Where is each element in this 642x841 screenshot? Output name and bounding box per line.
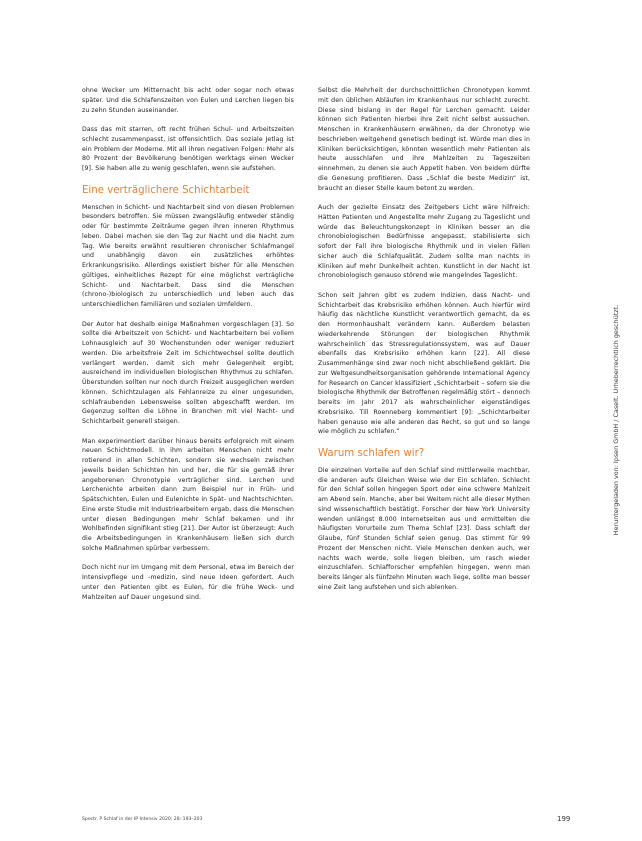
paragraph: Schon seit Jahren gibt es zudem Indizien, dass Nacht- und Schichtarbeit das Krebsrisiko erhöhen können. Auch hierfür wird häufig das nächtliche Kunstlicht verantwortlich gemacht, da es den Hormonhaushalt verändern kann. Außerdem belasten wiederkehrende Störungen der biologischen Rhythmik wahrscheinlich das Stressregulationssystem, was auf Dauer ebenfalls das Krebsrisiko erhöhen kann [22]. All diese Zusammenhänge sind zwar noch nicht abschließend geklärt. Die zur Weltgesundheitsorganisation gehörende International Agency for Research on Cancer klassifiziert „Schichtarbeit – sofern sie die biologische Rhythmik der Betroffenen regelmäßig stört – dennoch bereits im Jahr 2017 als wahrscheinlicher eigenständiges Krebsrisiko. Till Roenneberg kommentiert [9]: „Schichtarbeiter haben genauso wie alle anderen das Recht, so gut und so lange wie möglich zu schlafen.“ (318, 291, 530, 436)
paragraph: Menschen in Schicht- und Nachtarbeit sind von diesen Problemen besonders betroffen. Sie müssen zwangsläufig entweder ständig oder für bestimmte Zeiträume gegen ihren inneren Rhythmus leben. Dabei machen sie den Tag zur Nacht und die Nacht zum Tag. Wie bereits erwähnt resultieren chronischer Schlafmangel und unabhängig davon ein zusätzliches erhöhtes Erkrankungsrisiko. Allerdings existiert bisher für alle Menschen gültiges, einheitliches Rezept für eine möglichst verträgliche Schicht- und Nachtarbeit. Dass sind die Menschen (chrono-)biologisch zu unterschiedlich und leben auch das unterschiedlichen familiären und sozialen Umfeldern. (82, 203, 294, 308)
page-number: 199 (557, 815, 571, 823)
paragraph: Dass das mit starren, oft recht frühen Schul- und Arbeitszeiten schlecht zusammenpasst, ist offensichtlich. Das soziale Jetlag ist ein Problem der Moderne. Mit all ihren negativen Folgen: Mehr als 80 Prozent der Bevölkerung benötigen werktags einen Wecker [9]. Sie haben alle zu wenig geschlafen, wenn sie aufstehen. (82, 126, 294, 172)
paragraph: Der Autor hat deshalb einige Maßnahmen vorgeschlagen [3]. So sollte die Arbeitszeit von Schicht- und Nachtarbeitern bei vollem Lohnausgleich auf 30 Wochenstunden oder weniger reduziert werden. Die arbeitsfreie Zeit im Schichtwechsel sollte deutlich verlängert werden, damit sich mehr Gelegenheit ergibt, ausreichend im individuellen biologischen Rhythmus zu schlafen. Überstunden sollten nur noch durch Freizeit ausgeglichen werden können. Schichtzulagen als Fehlanreize zu einer ungesunden, schlafraubenden Lebensweise sollten abgeschafft werden. Im Gegenzug sollten die Löhne in Branchen mit viel Nacht- und Schichtarbeit generell steigen. (82, 320, 294, 425)
section-heading: Eine verträglichere Schichtarbeit (82, 184, 250, 196)
section-heading: Warum schlafen wir? (318, 447, 425, 459)
footer-citation: Spectr. P Schlaf in der IP Intensiv 2020; 28: 193–203 (82, 817, 203, 822)
paragraph: Doch nicht nur im Umgang mit dem Personal, etwa im Bereich der Intensivpflege und -medizin, sind neue Ideen gefordert. Auch unter den Patienten gibt es Eulen, für die frühe Weck- und Mahlzeiten auf Dauer ungesund sind. (82, 564, 294, 601)
paragraph: Die einzelnen Vorteile auf den Schlaf sind mittlerweile machtbar, die anderen aufs Gleichen Weise wie der Ein schlafen. Schlecht für den Schlaf sollen hingegen Sport oder eine schwere Mahlzeit am Abend sein. Manche, aber bei Weitem nicht alle dieser Mythen sind wissenschaftlich bestätigt. Forscher der New York University wenden unlängst 8.000 Internetseiten aus und ermittelten die häufigsten Vorurteile zum Thema Schlaf [23]. Dass schlaft der Glaube, fünf Stunden Schlaf seien genug. Das stimmt für 99 Prozent der Menschen nicht. Viele Menschen denken auch, wer nachts wach werde, solle liegen bleiben, um rasch wieder einzuschlafen. Schlafforscher empfehlen hingegen, wenn man bereits länger als fünfzehn Minuten wach liege, sollte man besser eine Zeit lang aufstehen und sich ablenken. (318, 466, 530, 591)
paragraph: Selbst die Mehrheit der durchschnittlichen Chronotypen kommt mit den üblichen Abläufen im Krankenhaus nur schlecht zurecht. Diese sind bislang in der Regel für Lerchen gemacht. Leider können sich Patienten hierbei ihre Zeit nicht selbst aussuchen. Menschen in Krankenhäusern erwähnen, da der Chronotyp wie beschrieben weitgehend genetisch bedingt ist. Würde man dies in Kliniken berücksichtigen, könnten wesentlich mehr Patienten als heute ausschlafen und ihre Mahlzeiten zu Tageszeiten einnehmen, zu denen sie auch Appetit haben. Von beidem dürfte die Genesung profitieren. Dass „Schlaf die beste Medizin“ ist, braucht an dieser Stelle kaum betont zu werden. (318, 87, 530, 192)
paragraph: ohne Wecker um Mitternacht bis acht oder sogar noch etwas später. Und die Schlafenszeiten von Eulen und Lerchen liegen bis zu zehn Stunden auseinander. (82, 87, 294, 114)
right-column (318, 86, 530, 602)
paragraph: Auch der gezielte Einsatz des Zeitgebers Licht wäre hilfreich: Hätten Patienten und Angestellte mehr Zugang zu Tageslicht und würde das Beleuchtungskonzept in Kliniken besser an die chronobiologischen Bedürfnisse angepasst, stabilisierte sich sofort der Fall ihre biologische Rhythmik und in vielen Fällen sicher auch die Schlafqualität. Zudem sollte man nachts in Kliniken auf mehr Dunkelheit achten. Kunstlicht in der Nacht ist chronobiologisch genauso störend wie mangelndes Tageslicht. (318, 204, 530, 280)
download-notice: Heruntergeladen von: Ipsen GmbH / CaseIt. Urheberrechtlich geschützt. (612, 304, 620, 536)
paragraph: Man experimentiert darüber hinaus bereits erfolgreich mit einem neuen Schichtmodell. In ihm arbeiten Menschen nicht mehr rotierend in allen Schichten, sondern sie wechseln zwischen jeweils beiden Schichten hin und her, die für sie gemäß ihrer angeborenen Chronotypie verträglicher sind. Lerchen und Lerchenichte arbeiten dann zum Beispiel nur in Früh- und Spätschichten, Eulen und Eulenichte in Spät- und Nachtschichten. Eine erste Studie mit Industriearbeitern ergab, dass die Menschen unter diesen Bedingungen mehr Schlaf bekamen und ihr Wohlbefinden signifikant stieg [21]. Der Autor ist überzeugt: Auch die Arbeitsbedingungen in Krankenhäusern ließen sich durch solche Maßnahmen spürbar verbessern. (82, 437, 294, 552)
left-column (82, 86, 294, 612)
